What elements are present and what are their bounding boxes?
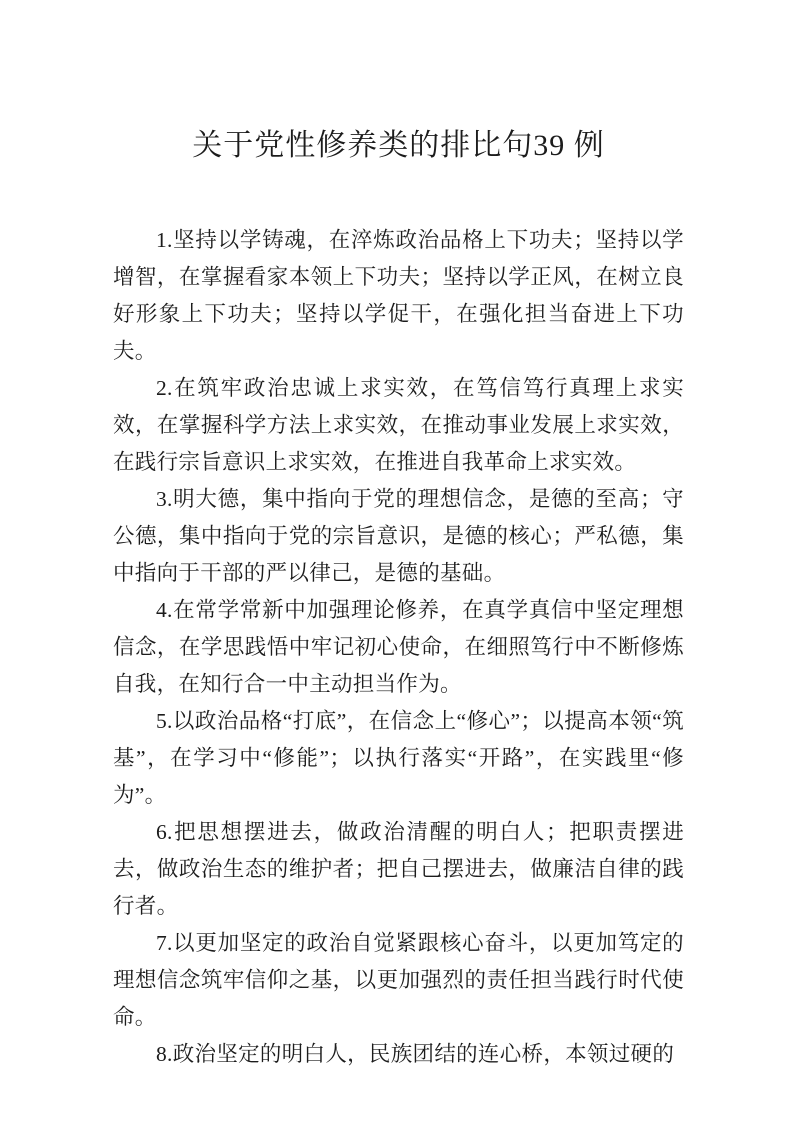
- paragraph: 7.以更加坚定的政治自觉紧跟核心奋斗，以更加笃定的理想信念筑牢信仰之基，以更加强烈的责任担当践行时代使命。: [113, 931, 684, 1029]
- paragraph: 6.把思想摆进去，做政治清醒的明白人；把职责摆进去，做政治生态的维护者；把自己摆进去，做廉洁自律的践行者。: [113, 820, 684, 918]
- paragraph: 1.坚持以学铸魂，在淬炼政治品格上下功夫；坚持以学增智，在掌握看家本领上下功夫；坚持以学正风，在树立良好形象上下功夫；坚持以学促干，在强化担当奋进上下功夫。: [113, 228, 684, 363]
- paragraph: 3.明大德，集中指向于党的理想信念，是德的至高；守公德，集中指向于党的宗旨意识，是德的核心；严私德，集中指向于干部的严以律己，是德的基础。: [113, 487, 684, 585]
- document-title: 关于党性修养类的排比句39 例: [192, 129, 605, 162]
- paragraph: 2.在筑牢政治忠诚上求实效，在笃信笃行真理上求实效，在掌握科学方法上求实效，在推动事业发展上求实效，在践行宗旨意识上求实效，在推进自我革命上求实效。: [113, 376, 684, 474]
- paragraph: 8.政治坚定的明白人，民族团结的连心桥，本领过硬的: [156, 1042, 675, 1066]
- document-body: [113, 222, 684, 1073]
- paragraph: 4.在常学常新中加强理论修养，在真学真信中坚定理想信念，在学思践悟中牢记初心使命，在细照笃行中不断修炼自我，在知行合一中主动担当作为。: [113, 598, 684, 696]
- paragraph: 5.以政治品格“打底”，在信念上“修心”；以提高本领“筑基”，在学习中“修能”；以执行落实“开路”，在实践里“修为”。: [113, 709, 684, 807]
